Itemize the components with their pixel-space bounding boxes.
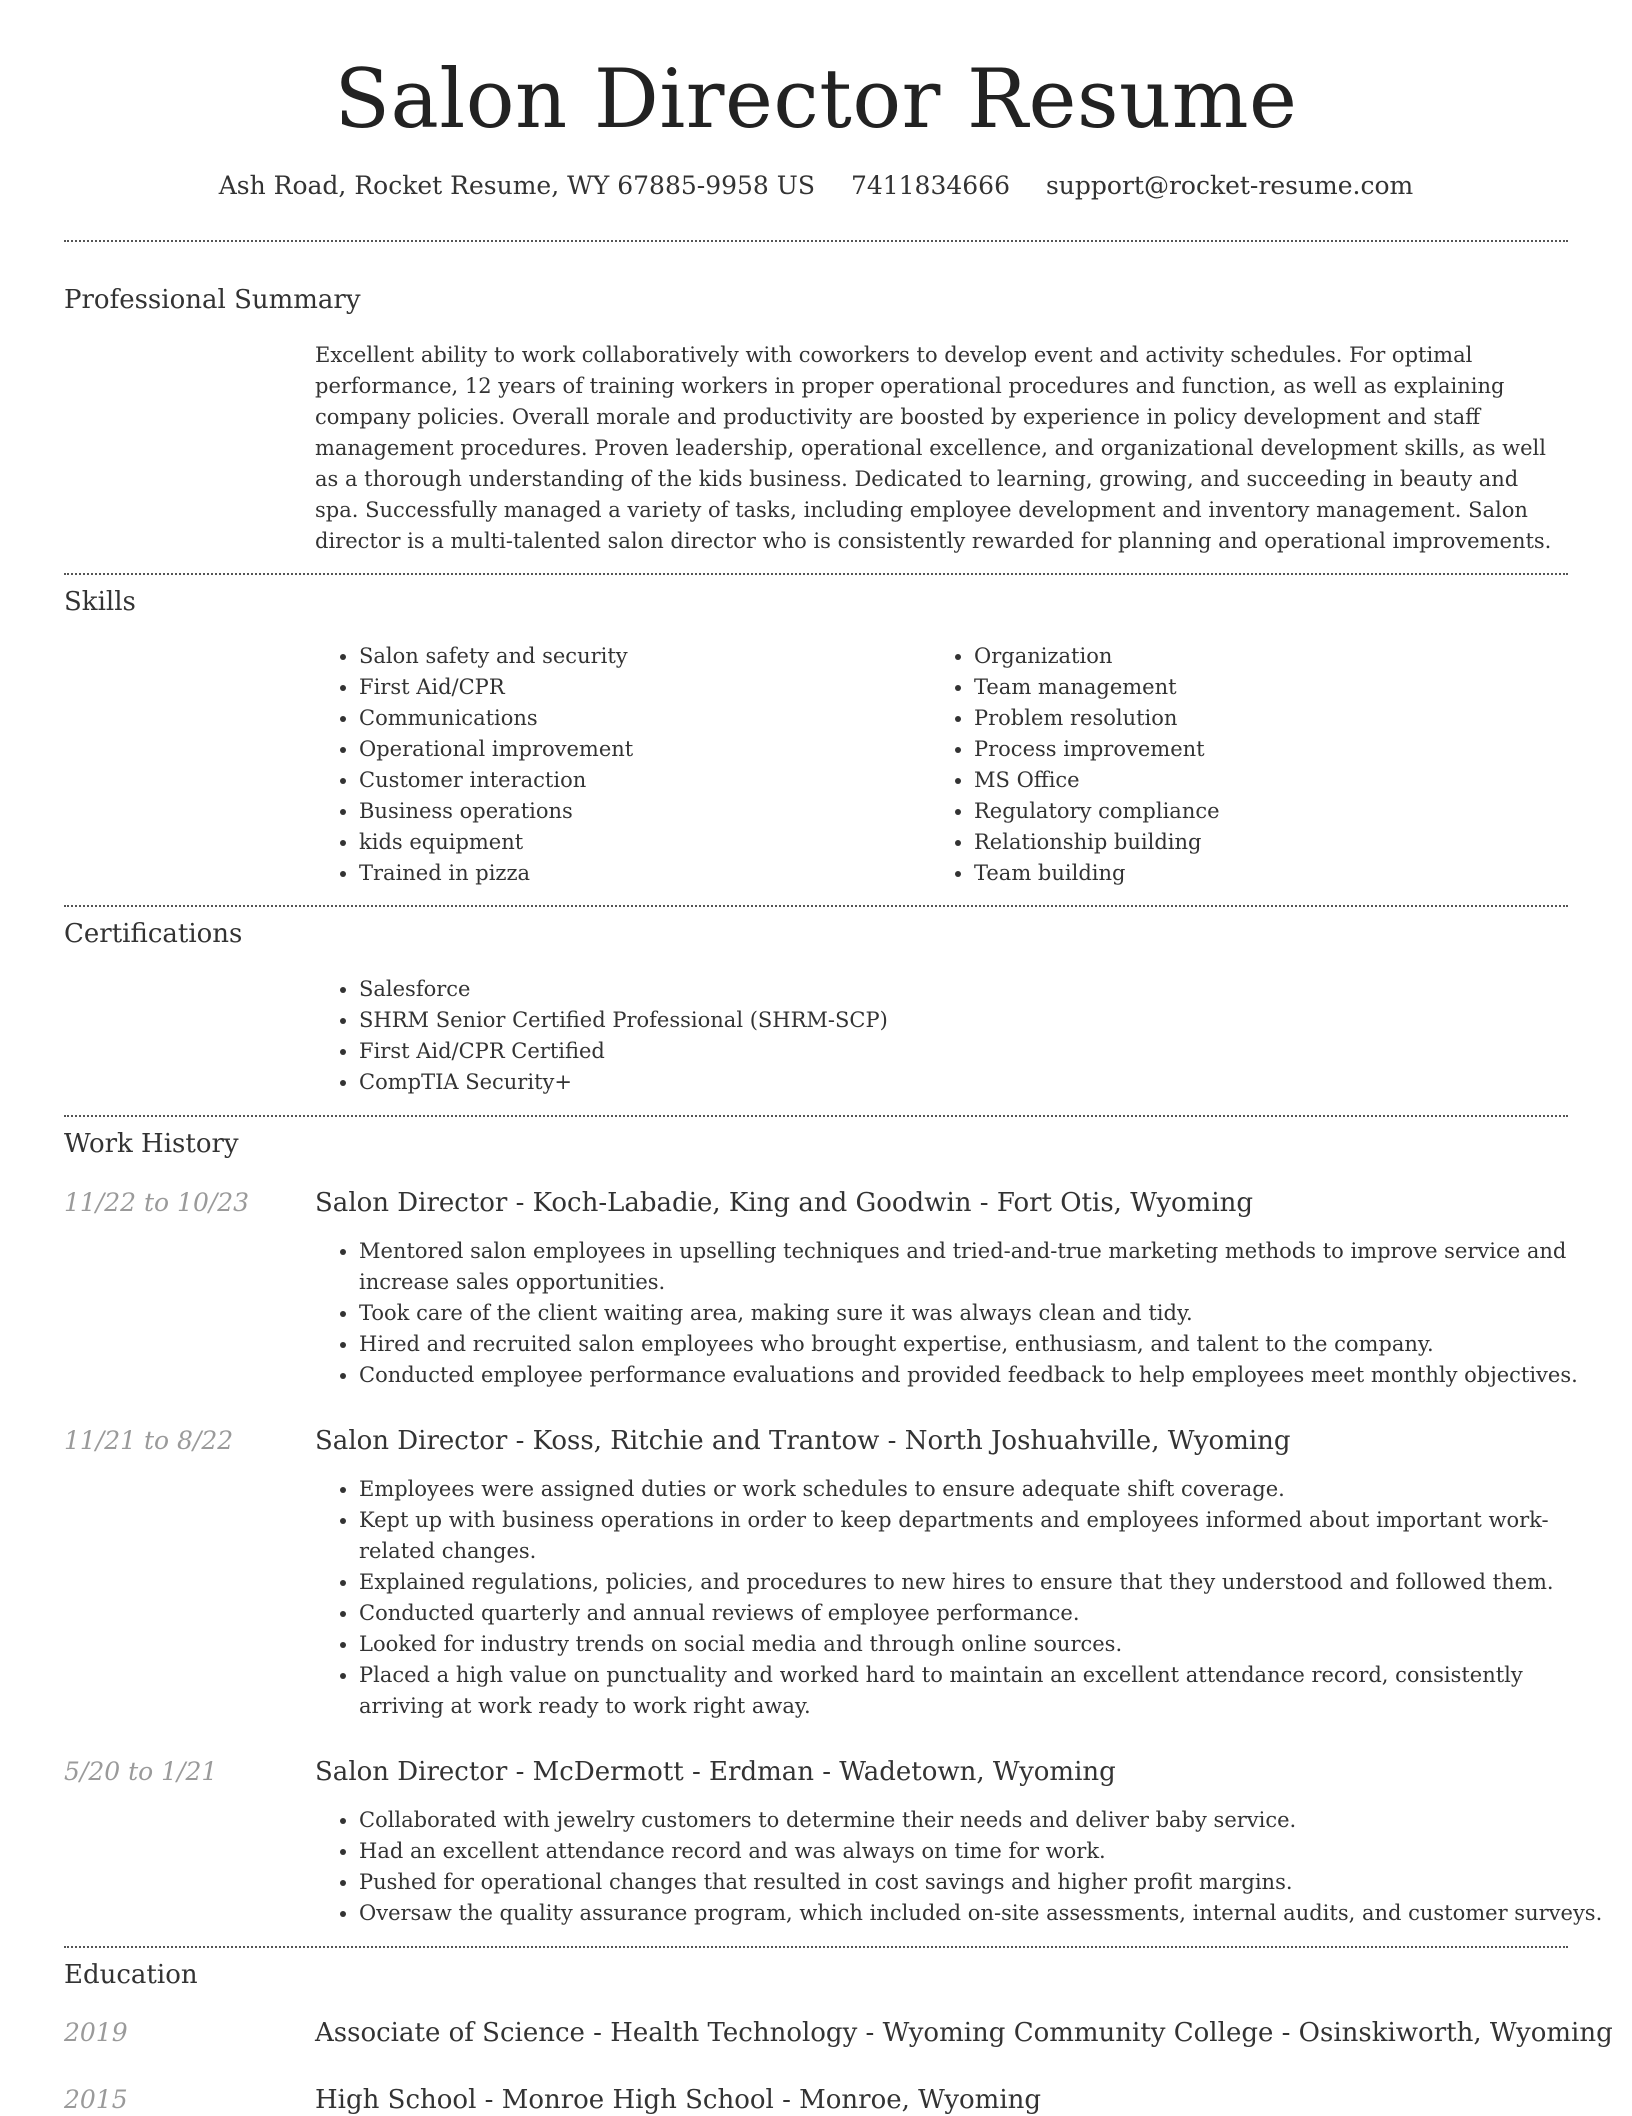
certification-item: • SHRM Senior Certified Professional (SHRM-SCP) [359, 1005, 1559, 1036]
skill-item: • Team management [974, 672, 1574, 703]
section-heading-work-history: Work History [64, 1129, 239, 1159]
job-duty: • Conducted employee performance evaluations and provided feedback to help employees meet monthly objectives. [359, 1360, 1611, 1391]
section-heading-skills: Skills [64, 587, 136, 617]
certifications-list [315, 974, 1559, 1098]
skill-item: • Trained in pizza [359, 858, 919, 889]
job-duty: • Collaborated with jewelry customers to determine their needs and deliver baby service. [359, 1805, 1611, 1836]
skill-item: • Operational improvement [359, 734, 919, 765]
job-dates: 5/20 to 1/21 [64, 1757, 218, 1786]
job-duty: • Employees were assigned duties or work schedules to ensure adequate shift coverage. [359, 1474, 1611, 1505]
job-duty: • Conducted quarterly and annual reviews of employee performance. [359, 1598, 1611, 1629]
job-duties-list [315, 1805, 1611, 1929]
job-dates: 11/21 to 8/22 [64, 1426, 234, 1455]
education-title: High School - Monroe High School - Monroe, Wyoming [315, 2085, 1042, 2115]
skill-item: • First Aid/CPR [359, 672, 919, 703]
job-duties-list [315, 1236, 1611, 1391]
skill-item: • Salon safety and security [359, 641, 919, 672]
job-dates: 11/22 to 10/23 [64, 1188, 250, 1217]
education-year: 2019 [64, 2018, 128, 2047]
contact-email: support@rocket-resume.com [1045, 171, 1414, 200]
skills-list-left [315, 641, 919, 889]
job-duty: • Oversaw the quality assurance program, which included on-site assessments, internal audits, and customer surveys. [359, 1898, 1611, 1929]
job-duty: • Had an excellent attendance record and was always on time for work. [359, 1836, 1611, 1867]
contact-address: Ash Road, Rocket Resume, WY 67885-9958 US [218, 171, 815, 200]
job-title: Salon Director - Koss, Ritchie and Trantow - North Joshuahville, Wyoming [315, 1426, 1291, 1456]
section-heading-education: Education [64, 1960, 198, 1990]
divider [64, 905, 1568, 907]
divider [64, 1946, 1568, 1948]
certification-item: • CompTIA Security+ [359, 1067, 1559, 1098]
job-duty: • Pushed for operational changes that resulted in cost savings and higher profit margins. [359, 1867, 1611, 1898]
summary-paragraph: Excellent ability to work collaboratively with coworkers to develop event and activity schedules. For optimal performance, 12 years of training workers in proper operational procedures and function, as well as explaining company policies. Overall morale and productivity are boosted by experience in policy development and staff management procedures. Proven leadership, operational excellence, and organizational development skills, as well as a thorough understanding of the kids business. Dedicated to learning, growing, and succeeding in beauty and spa. Successfully managed a variety of tasks, including employee development and inventory management. Salon director is a multi-talented salon director who is consistently rewarded for planning and operational improvements. [315, 343, 1552, 553]
education-year: 2015 [64, 2085, 128, 2114]
resume-title: Salon Director Resume [334, 53, 1298, 147]
job-duty: • Took care of the client waiting area, making sure it was always clean and tidy. [359, 1298, 1611, 1329]
section-heading-summary: Professional Summary [64, 285, 361, 315]
skill-item: • Communications [359, 703, 919, 734]
job-duty: • Hired and recruited salon employees who brought expertise, enthusiasm, and talent to the company. [359, 1329, 1611, 1360]
section-heading-certifications: Certifications [64, 919, 243, 949]
certification-item: • Salesforce [359, 974, 1559, 1005]
summary-text [315, 340, 1567, 557]
job-duty: • Explained regulations, policies, and procedures to new hires to ensure that they understood and followed them. [359, 1567, 1611, 1598]
skill-item: • Regulatory compliance [974, 796, 1574, 827]
divider [64, 240, 1568, 242]
skill-item: • Customer interaction [359, 765, 919, 796]
job-title: Salon Director - McDermott - Erdman - Wadetown, Wyoming [315, 1757, 1116, 1787]
skill-item: • Problem resolution [974, 703, 1574, 734]
skill-item: • kids equipment [359, 827, 919, 858]
job-title: Salon Director - Koch-Labadie, King and Goodwin - Fort Otis, Wyoming [315, 1188, 1254, 1218]
skill-item: • Business operations [359, 796, 919, 827]
job-duty: • Mentored salon employees in upselling techniques and tried-and-true marketing methods to improve service and increase sales opportunities. [359, 1236, 1611, 1298]
contact-line [0, 170, 1632, 202]
divider [64, 573, 1568, 575]
job-duty: • Kept up with business operations in order to keep departments and employees informed about important work-related changes. [359, 1505, 1611, 1567]
skill-item: • Relationship building [974, 827, 1574, 858]
skill-item: • Team building [974, 858, 1574, 889]
education-title: Associate of Science - Health Technology - Wyoming Community College - Osinskiworth, Wyoming [315, 2018, 1613, 2048]
job-duties-list [315, 1474, 1611, 1722]
job-duty: • Placed a high value on punctuality and worked hard to maintain an excellent attendance record, consistently arriving at work ready to work right away. [359, 1660, 1611, 1722]
skill-item: • Process improvement [974, 734, 1574, 765]
certification-item: • First Aid/CPR Certified [359, 1036, 1559, 1067]
divider [64, 1115, 1568, 1117]
contact-phone: 7411834666 [850, 171, 1010, 200]
skill-item: • Organization [974, 641, 1574, 672]
job-duty: • Looked for industry trends on social media and through online sources. [359, 1629, 1611, 1660]
skill-item: • MS Office [974, 765, 1574, 796]
skills-list-right [930, 641, 1574, 889]
